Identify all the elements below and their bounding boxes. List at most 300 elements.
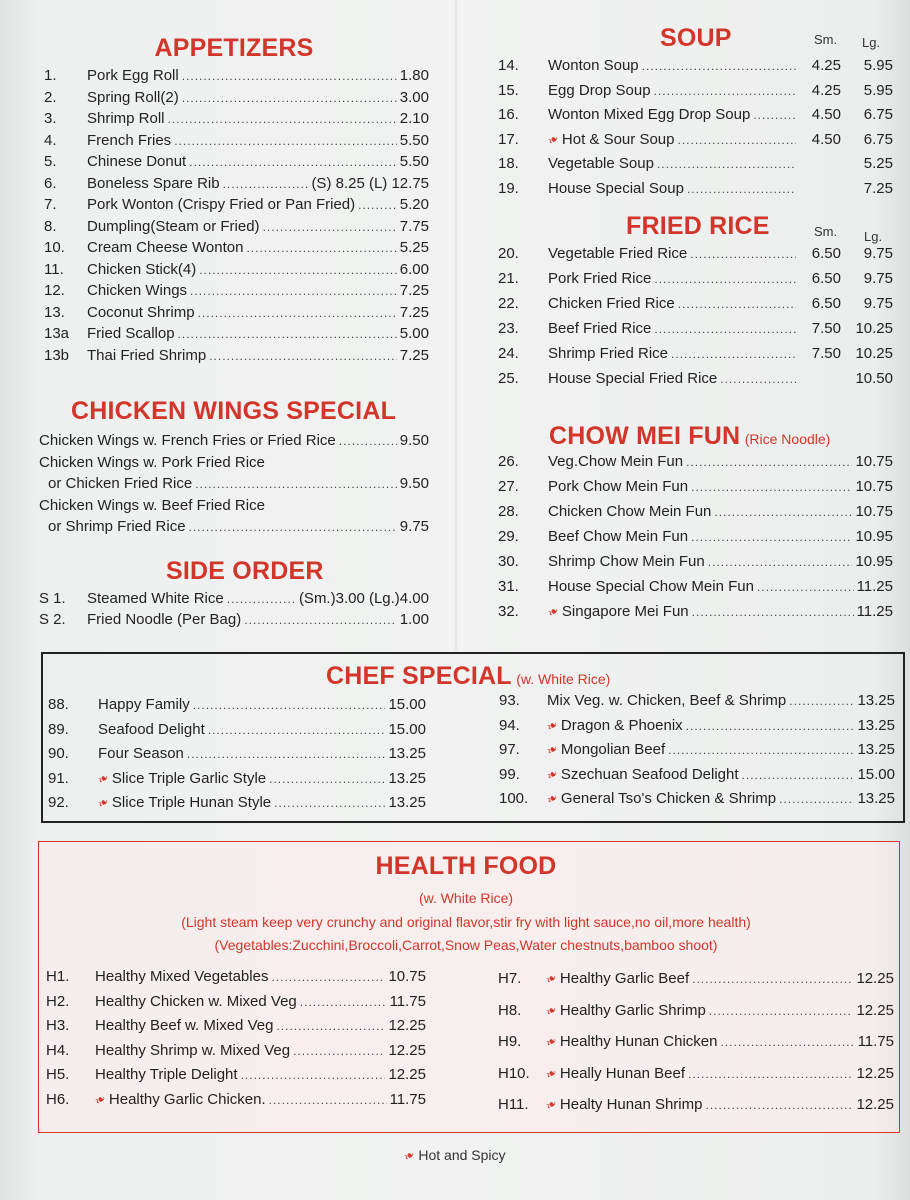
item-number: 97. xyxy=(499,741,520,758)
menu-item xyxy=(498,1033,894,1065)
leader-dots xyxy=(199,263,397,277)
item-number: 20. xyxy=(498,245,519,262)
leader-dots xyxy=(657,157,796,171)
leader-dots xyxy=(721,1035,855,1049)
leader-dots xyxy=(187,747,386,761)
menu-item xyxy=(44,89,429,111)
chef-special-title: CHEF SPECIAL xyxy=(326,662,512,690)
health-food-note-vegetables: (Vegetables:Zucchini,Broccoli,Carrot,Snow Peas,Water chestnuts,bamboo shoot) xyxy=(214,937,718,953)
menu-item xyxy=(498,345,893,370)
item-number: H10. xyxy=(498,1064,530,1082)
health-food-note-method: (Light steam keep very crunchy and original flavor,stir fry with light sauce,no oil,more health) xyxy=(181,914,751,930)
leader-dots xyxy=(244,613,397,627)
item-name: Healthy Beef w. Mixed Veg xyxy=(95,1017,274,1034)
leader-dots xyxy=(654,84,796,98)
menu-item xyxy=(48,794,426,819)
item-number: H9. xyxy=(498,1033,522,1050)
soup-lg-header: Lg. xyxy=(862,35,881,50)
item-price: 11.75 xyxy=(389,1090,426,1108)
item-number: 15. xyxy=(498,81,519,99)
soup-section xyxy=(498,24,893,204)
item-price-large: 9.75 xyxy=(863,270,893,287)
item-name-wrap xyxy=(94,793,272,812)
item-name-wrap xyxy=(548,320,651,337)
leader-dots xyxy=(779,792,854,806)
leader-dots xyxy=(223,177,309,191)
item-number: H4. xyxy=(46,1041,70,1059)
soup-sm-header: Sm. xyxy=(814,32,838,47)
appetizers-list xyxy=(44,67,429,368)
health-food-box xyxy=(38,841,900,1133)
item-name: Healthy Shrimp w. Mixed Veg xyxy=(95,1041,291,1059)
item-price: 7.25 xyxy=(399,346,429,364)
item-number: H7. xyxy=(498,970,522,987)
wings-special-text: or Shrimp Fried Rice xyxy=(48,518,186,535)
wings-special-line xyxy=(39,497,429,519)
menu-item xyxy=(46,1042,426,1067)
menu-item xyxy=(498,453,893,478)
item-number: 91. xyxy=(48,769,69,787)
menu-item xyxy=(44,304,429,326)
leader-dots xyxy=(263,220,397,234)
item-number: H8. xyxy=(498,1001,522,1019)
chili-icon: ❧ xyxy=(544,129,562,149)
item-name: Healthy Garlic Beef xyxy=(559,970,690,987)
health-food-right-list xyxy=(498,970,894,1128)
chef-special-subtitle: (w. White Rice) xyxy=(516,671,611,687)
menu-item xyxy=(498,270,893,295)
item-name-wrap xyxy=(548,295,675,312)
chef-special-box xyxy=(41,652,905,823)
item-name: Cream Cheese Wonton xyxy=(87,239,244,256)
fried-rice-section xyxy=(498,212,893,395)
leader-dots xyxy=(708,555,853,569)
item-name-wrap xyxy=(542,1063,685,1083)
menu-item xyxy=(44,153,429,175)
item-name-wrap xyxy=(544,602,689,621)
item-name-wrap xyxy=(87,261,196,278)
item-price: 5.50 xyxy=(399,153,429,170)
leader-dots xyxy=(209,349,397,363)
leader-dots xyxy=(293,1044,385,1058)
item-name-wrap xyxy=(543,764,739,784)
item-number: S 2. xyxy=(39,611,66,628)
leader-dots xyxy=(271,970,385,984)
chili-icon: ❧ xyxy=(94,768,112,788)
item-number: 26. xyxy=(498,453,519,470)
item-price: 13.25 xyxy=(857,692,895,709)
item-price: 10.75 xyxy=(855,478,893,495)
leader-dots xyxy=(182,91,397,105)
menu-item xyxy=(498,245,893,270)
item-number: 10. xyxy=(44,239,65,256)
item-name: Healthy Triple Delight xyxy=(95,1066,238,1083)
item-number: 8. xyxy=(44,217,57,235)
item-name-wrap xyxy=(87,67,179,84)
item-price: 12.25 xyxy=(388,1017,426,1034)
item-name: Slice Triple Hunan Style xyxy=(111,794,272,811)
item-price: 3.00 xyxy=(399,88,429,106)
item-number: 5. xyxy=(44,153,57,170)
menu-item xyxy=(498,1096,894,1128)
item-name-wrap xyxy=(544,129,675,149)
item-name: Happy Family xyxy=(98,696,190,713)
leader-dots xyxy=(705,1098,853,1112)
item-price: 7.75 xyxy=(399,217,429,235)
menu-item xyxy=(44,175,429,197)
item-name: Fried Scallop xyxy=(87,325,175,342)
item-name: Chicken Chow Mein Fun xyxy=(548,503,712,520)
soup-title: SOUP xyxy=(660,24,732,52)
item-price-large: 5.95 xyxy=(863,81,893,99)
menu-item xyxy=(498,320,893,345)
item-number: 23. xyxy=(498,320,519,337)
item-price: 12.25 xyxy=(856,1096,894,1113)
chili-icon: ❧ xyxy=(401,1146,419,1165)
leader-dots xyxy=(671,347,796,361)
item-number: 3. xyxy=(44,110,57,127)
item-name-wrap xyxy=(548,553,705,570)
item-number: H1. xyxy=(46,968,70,985)
fried-rice-lg-header: Lg. xyxy=(864,229,883,244)
item-name-wrap xyxy=(548,180,684,197)
item-name-wrap xyxy=(87,347,206,364)
item-name: Beef Chow Mein Fun xyxy=(548,528,689,545)
item-number: 29. xyxy=(498,528,519,545)
item-number: 100. xyxy=(499,790,529,807)
item-name: Chicken Wings xyxy=(87,282,188,299)
item-name-wrap xyxy=(548,578,754,595)
item-price-small: 4.25 xyxy=(811,81,841,99)
item-price-small: 4.50 xyxy=(811,106,841,123)
chili-icon: ❧ xyxy=(542,1095,560,1114)
item-name-wrap xyxy=(548,270,651,287)
side-order-list xyxy=(39,590,429,632)
menu-item xyxy=(48,770,426,795)
item-price: 10.75 xyxy=(855,453,893,470)
item-price: 6.00 xyxy=(399,260,429,278)
menu-item xyxy=(44,261,429,283)
menu-item xyxy=(46,1066,426,1091)
leader-dots xyxy=(178,327,397,341)
leader-dots xyxy=(720,372,796,386)
health-food-title: HEALTH FOOD xyxy=(375,852,557,880)
item-name: Chicken Stick(4) xyxy=(87,260,197,278)
chili-icon: ❧ xyxy=(544,602,562,621)
chili-icon: ❧ xyxy=(542,1032,560,1051)
wings-special-list xyxy=(39,432,429,540)
item-name: House Special Soup xyxy=(548,179,684,197)
item-name: Pork Chow Mein Fun xyxy=(548,478,689,495)
item-number: 27. xyxy=(498,478,519,495)
menu-item xyxy=(498,57,893,82)
item-number: S 1. xyxy=(39,590,66,607)
item-number: 90. xyxy=(48,745,69,762)
item-name-wrap xyxy=(548,155,654,172)
health-food-note-rice: (w. White Rice) xyxy=(418,890,514,906)
menu-item xyxy=(46,1091,426,1116)
chili-icon: ❧ xyxy=(543,764,561,784)
item-name: Boneless Spare Rib xyxy=(87,174,220,192)
item-name: Pork Wonton (Crispy Fried or Pan Fried) xyxy=(87,196,356,213)
item-price: 7.25 xyxy=(399,282,429,299)
leader-dots xyxy=(677,133,796,147)
leader-dots xyxy=(692,605,854,619)
item-price: 12.25 xyxy=(388,1066,426,1083)
item-name: Coconut Shrimp xyxy=(87,303,195,321)
item-name-wrap xyxy=(87,89,179,106)
wings-special-line xyxy=(39,475,429,497)
item-number: 21. xyxy=(498,270,519,287)
item-number: H5. xyxy=(46,1066,70,1083)
item-price: 12.25 xyxy=(856,1064,894,1082)
wings-special-price: 9.50 xyxy=(399,475,429,492)
item-name-wrap xyxy=(547,692,786,709)
wings-special-text: Chicken Wings w. Pork Fried Rice xyxy=(39,453,265,471)
item-price: 5.00 xyxy=(399,325,429,342)
item-price: 15.00 xyxy=(388,696,426,713)
leader-dots xyxy=(358,198,397,212)
chow-mei-fun-section xyxy=(498,422,893,628)
item-name-wrap xyxy=(543,740,666,759)
item-name-wrap xyxy=(542,969,690,988)
leader-dots xyxy=(654,322,796,336)
menu-item xyxy=(46,968,426,993)
leader-dots xyxy=(654,272,796,286)
item-price-large: 10.25 xyxy=(855,320,893,337)
item-name-wrap xyxy=(87,611,241,628)
hot-spicy-legend xyxy=(0,1147,910,1164)
menu-item xyxy=(498,1065,894,1097)
item-number: 89. xyxy=(48,720,69,738)
item-name-wrap xyxy=(98,745,184,762)
item-number: 13b xyxy=(44,346,70,364)
item-number: 93. xyxy=(499,692,520,709)
menu-item xyxy=(44,132,429,154)
leader-dots xyxy=(269,772,385,786)
item-name: General Tso's Chicken & Shrimp xyxy=(560,790,777,807)
item-name: Pork Fried Rice xyxy=(548,270,652,287)
menu-item xyxy=(46,1017,426,1042)
wings-special-text: Chicken Wings w. Beef Fried Rice xyxy=(39,496,265,514)
item-name-wrap xyxy=(87,590,224,607)
item-price-large: 10.25 xyxy=(855,345,893,362)
item-name-wrap xyxy=(548,478,688,495)
item-name: Wonton Mixed Egg Drop Soup xyxy=(548,106,751,123)
wings-special-section xyxy=(39,397,429,540)
item-name: Spring Roll(2) xyxy=(87,88,179,106)
menu-item xyxy=(48,721,426,746)
item-number: H2. xyxy=(46,992,70,1010)
item-price: 10.95 xyxy=(855,528,893,545)
leader-dots xyxy=(246,241,396,255)
health-food-left-list xyxy=(46,968,426,1115)
item-name-wrap xyxy=(548,245,687,262)
leader-dots xyxy=(189,520,397,534)
item-number: 31. xyxy=(498,578,519,595)
leader-dots xyxy=(300,995,387,1009)
menu-item xyxy=(498,528,893,553)
item-number: 6. xyxy=(44,174,57,192)
menu-item xyxy=(498,478,893,503)
menu-item xyxy=(498,970,894,1002)
chow-mei-fun-heading xyxy=(549,422,893,451)
item-name: Shrimp Chow Mein Fun xyxy=(548,553,705,570)
item-name: Healty Hunan Shrimp xyxy=(559,1096,703,1113)
item-name: Seafood Delight xyxy=(98,720,205,738)
item-name: Dumpling(Steam or Fried) xyxy=(87,217,260,235)
menu-item xyxy=(498,131,893,156)
menu-item xyxy=(498,578,893,603)
leader-dots xyxy=(678,297,796,311)
item-name-wrap xyxy=(87,282,187,299)
menu-item xyxy=(498,106,893,131)
item-name: Beef Fried Rice xyxy=(548,320,652,337)
leader-dots xyxy=(190,284,397,298)
leader-dots xyxy=(709,1004,854,1018)
leader-dots xyxy=(691,530,852,544)
menu-item xyxy=(499,717,895,742)
item-number: H3. xyxy=(46,1017,70,1034)
item-name: House Special Fried Rice xyxy=(548,370,718,387)
item-number: 4. xyxy=(44,131,57,149)
item-name: Vegetable Fried Rice xyxy=(548,245,688,262)
item-price-large: 9.75 xyxy=(863,245,893,262)
menu-item xyxy=(44,325,429,347)
wings-special-line xyxy=(39,518,429,540)
item-price-small: 6.50 xyxy=(811,270,841,287)
menu-item xyxy=(498,1002,894,1034)
item-number: H6. xyxy=(46,1090,70,1108)
item-number: 18. xyxy=(498,155,519,172)
item-price: 11.75 xyxy=(389,992,426,1010)
item-name-wrap xyxy=(548,370,717,387)
leader-dots xyxy=(789,694,854,708)
item-number: 24. xyxy=(498,345,519,362)
item-number: 19. xyxy=(498,179,519,197)
menu-item xyxy=(48,696,426,721)
wings-special-line xyxy=(39,432,429,454)
leader-dots xyxy=(642,59,796,73)
menu-item xyxy=(498,82,893,107)
item-name-wrap xyxy=(87,175,220,192)
leader-dots xyxy=(193,698,386,712)
leader-dots xyxy=(686,719,855,733)
leader-dots xyxy=(227,592,296,606)
item-name-wrap xyxy=(543,789,777,808)
item-price: 13.25 xyxy=(857,741,895,758)
item-name-wrap xyxy=(95,1017,273,1034)
item-name: Wonton Soup xyxy=(548,57,639,74)
item-price: 15.00 xyxy=(857,765,895,783)
item-price: 12.25 xyxy=(856,1001,894,1019)
item-price-small: 6.50 xyxy=(811,295,841,312)
item-name-wrap xyxy=(548,82,651,99)
chili-icon: ❧ xyxy=(91,1089,109,1109)
item-number: 14. xyxy=(498,57,519,74)
leader-dots xyxy=(195,477,397,491)
item-price: 1.80 xyxy=(399,67,429,84)
menu-item xyxy=(44,239,429,261)
leader-dots xyxy=(668,743,854,757)
item-name: Pork Egg Roll xyxy=(87,67,179,84)
leader-dots xyxy=(174,134,397,148)
item-name: Egg Drop Soup xyxy=(548,81,651,99)
item-name-wrap xyxy=(87,153,186,170)
menu-item xyxy=(44,110,429,132)
item-price: 5.25 xyxy=(399,239,429,256)
menu-item xyxy=(44,218,429,240)
item-name-wrap xyxy=(95,1066,238,1083)
chili-icon: ❧ xyxy=(542,1063,560,1083)
leader-dots xyxy=(189,155,397,169)
item-name-wrap xyxy=(95,1042,290,1059)
menu-item xyxy=(44,196,429,218)
side-order-title: SIDE ORDER xyxy=(166,557,324,585)
item-name-wrap xyxy=(542,1000,706,1020)
item-name: Chinese Donut xyxy=(87,153,187,170)
item-name-wrap xyxy=(95,968,268,985)
item-number: 1. xyxy=(44,67,57,84)
item-number: 2. xyxy=(44,88,57,106)
chef-special-heading xyxy=(326,662,610,691)
item-number: 28. xyxy=(498,503,519,520)
menu-item xyxy=(499,692,895,717)
chow-mei-fun-title: CHOW MEI FUN xyxy=(549,422,741,450)
item-price: 10.95 xyxy=(855,553,893,570)
item-name: Healthy Mixed Vegetables xyxy=(95,968,269,985)
item-name: Veg.Chow Mein Fun xyxy=(548,453,684,470)
menu-item xyxy=(48,745,426,770)
item-name-wrap xyxy=(548,106,750,123)
item-name: Four Season xyxy=(98,745,184,762)
menu-item xyxy=(46,993,426,1018)
wings-special-line xyxy=(39,454,429,476)
item-price: 13.25 xyxy=(857,716,895,734)
item-number: H11. xyxy=(498,1096,529,1113)
item-name: French Fries xyxy=(87,131,172,149)
chili-icon: ❧ xyxy=(543,789,561,808)
leader-dots xyxy=(757,580,854,594)
item-name: Healthy Hunan Chicken xyxy=(559,1033,718,1050)
item-name: Shrimp Roll xyxy=(87,110,165,127)
chili-icon: ❧ xyxy=(542,1000,560,1020)
item-name-wrap xyxy=(548,57,639,74)
menu-item xyxy=(39,590,429,611)
leader-dots xyxy=(269,1093,387,1107)
item-number: 13a xyxy=(44,325,70,342)
item-price: 10.75 xyxy=(388,968,426,985)
menu-item xyxy=(498,295,893,320)
wings-special-price: 9.75 xyxy=(399,518,429,535)
item-name-wrap xyxy=(543,715,683,735)
menu-item xyxy=(499,790,895,815)
side-order-section xyxy=(39,557,429,632)
item-name: Fried Noodle (Per Bag) xyxy=(87,611,242,628)
item-price: 13.25 xyxy=(388,794,426,811)
item-number: 99. xyxy=(499,765,520,783)
item-name: Heally Hunan Beef xyxy=(559,1064,685,1082)
item-number: 12. xyxy=(44,282,65,299)
menu-item xyxy=(498,553,893,578)
item-number: 25. xyxy=(498,370,519,387)
menu-item xyxy=(499,741,895,766)
soup-list xyxy=(498,57,893,204)
item-name-wrap xyxy=(98,721,205,738)
leader-dots xyxy=(274,796,385,810)
item-price: (Sm.)3.00 (Lg.)4.00 xyxy=(298,590,429,607)
item-name-wrap xyxy=(87,304,195,321)
